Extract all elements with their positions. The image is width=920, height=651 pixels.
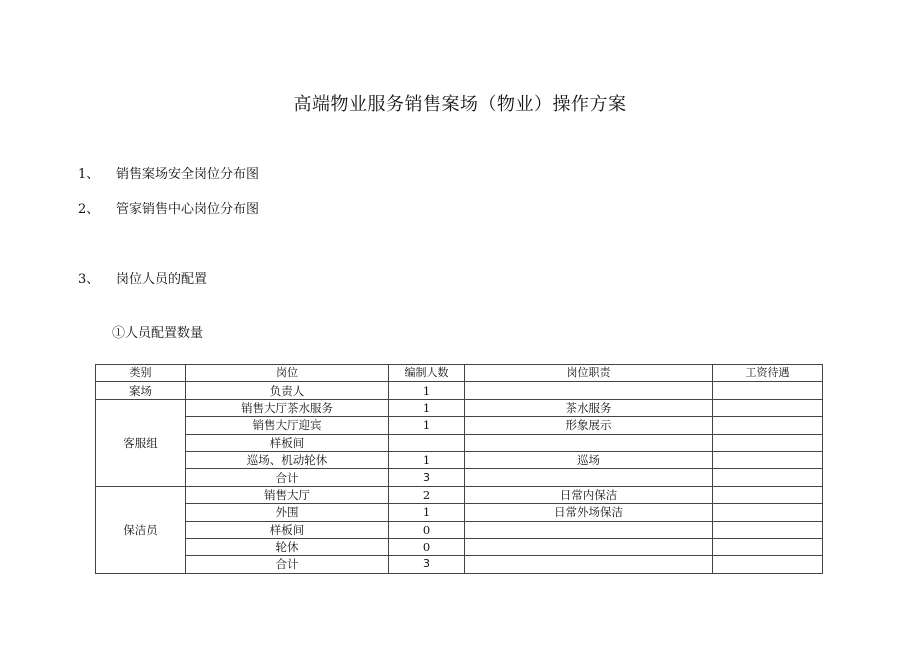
post-cell: 巡场、机动轮休 <box>186 451 389 468</box>
duty-cell <box>465 556 713 573</box>
table-row <box>96 434 823 451</box>
document-title: 高端物业服务销售案场（物业）操作方案 <box>293 94 627 115</box>
count-cell: 1 <box>389 417 465 434</box>
section-item-3 <box>78 268 207 287</box>
post-cell: 销售大厅 <box>186 486 389 503</box>
header-count: 编制人数 <box>389 365 465 382</box>
category-cell: 客服组 <box>96 399 186 486</box>
count-cell: 2 <box>389 486 465 503</box>
count-cell: 1 <box>389 399 465 416</box>
section-number: 1、 <box>78 167 100 182</box>
header-post: 岗位 <box>186 365 389 382</box>
salary-cell <box>713 486 823 503</box>
duty-cell <box>465 382 713 399</box>
salary-cell <box>713 504 823 521</box>
table-total-row <box>96 556 823 573</box>
total-count-cell: 3 <box>389 469 465 486</box>
staffing-table <box>95 364 823 574</box>
duty-cell <box>465 521 713 538</box>
duty-cell <box>465 434 713 451</box>
table-row <box>96 538 823 555</box>
count-cell: 0 <box>389 521 465 538</box>
table-row <box>96 504 823 521</box>
section-item-1 <box>78 163 259 182</box>
post-cell: 外围 <box>186 504 389 521</box>
category-cell: 案场 <box>96 382 186 399</box>
duty-cell: 茶水服务 <box>465 399 713 416</box>
section-number: 3、 <box>78 272 100 287</box>
salary-cell <box>713 538 823 555</box>
duty-cell: 日常外场保洁 <box>465 504 713 521</box>
table-row <box>96 417 823 434</box>
category-cell: 保洁员 <box>96 486 186 573</box>
section-text: 销售案场安全岗位分布图 <box>116 167 260 182</box>
table-header-row <box>96 365 823 382</box>
count-cell: 1 <box>389 451 465 468</box>
post-cell: 合计 <box>186 556 389 573</box>
post-cell: 样板间 <box>186 434 389 451</box>
salary-cell <box>713 451 823 468</box>
post-cell: 轮休 <box>186 538 389 555</box>
table-row <box>96 399 823 416</box>
salary-cell <box>713 556 823 573</box>
section-number: 2、 <box>78 202 100 217</box>
salary-cell <box>713 469 823 486</box>
salary-cell <box>713 382 823 399</box>
table-total-row <box>96 469 823 486</box>
table-row <box>96 382 823 399</box>
post-cell: 合计 <box>186 469 389 486</box>
duty-cell: 日常内保洁 <box>465 486 713 503</box>
section-text: 管家销售中心岗位分布图 <box>116 202 260 217</box>
post-cell: 销售大厅迎宾 <box>186 417 389 434</box>
count-cell: 0 <box>389 538 465 555</box>
duty-cell: 形象展示 <box>465 417 713 434</box>
subheading: ①人员配置数量 <box>112 326 204 341</box>
table-row <box>96 486 823 503</box>
count-cell: 1 <box>389 504 465 521</box>
salary-cell <box>713 521 823 538</box>
table-row <box>96 451 823 468</box>
salary-cell <box>713 417 823 434</box>
salary-cell <box>713 399 823 416</box>
post-cell: 样板间 <box>186 521 389 538</box>
post-cell: 销售大厅茶水服务 <box>186 399 389 416</box>
duty-cell <box>465 469 713 486</box>
header-salary: 工资待遇 <box>713 365 823 382</box>
total-count-cell: 3 <box>389 556 465 573</box>
table-row <box>96 521 823 538</box>
duty-cell <box>465 538 713 555</box>
header-category: 类别 <box>96 365 186 382</box>
salary-cell <box>713 434 823 451</box>
section-item-2 <box>78 198 259 217</box>
section-text: 岗位人员的配置 <box>116 272 208 287</box>
duty-cell: 巡场 <box>465 451 713 468</box>
post-cell: 负责人 <box>186 382 389 399</box>
count-cell <box>389 434 465 451</box>
count-cell: 1 <box>389 382 465 399</box>
header-duty: 岗位职责 <box>465 365 713 382</box>
